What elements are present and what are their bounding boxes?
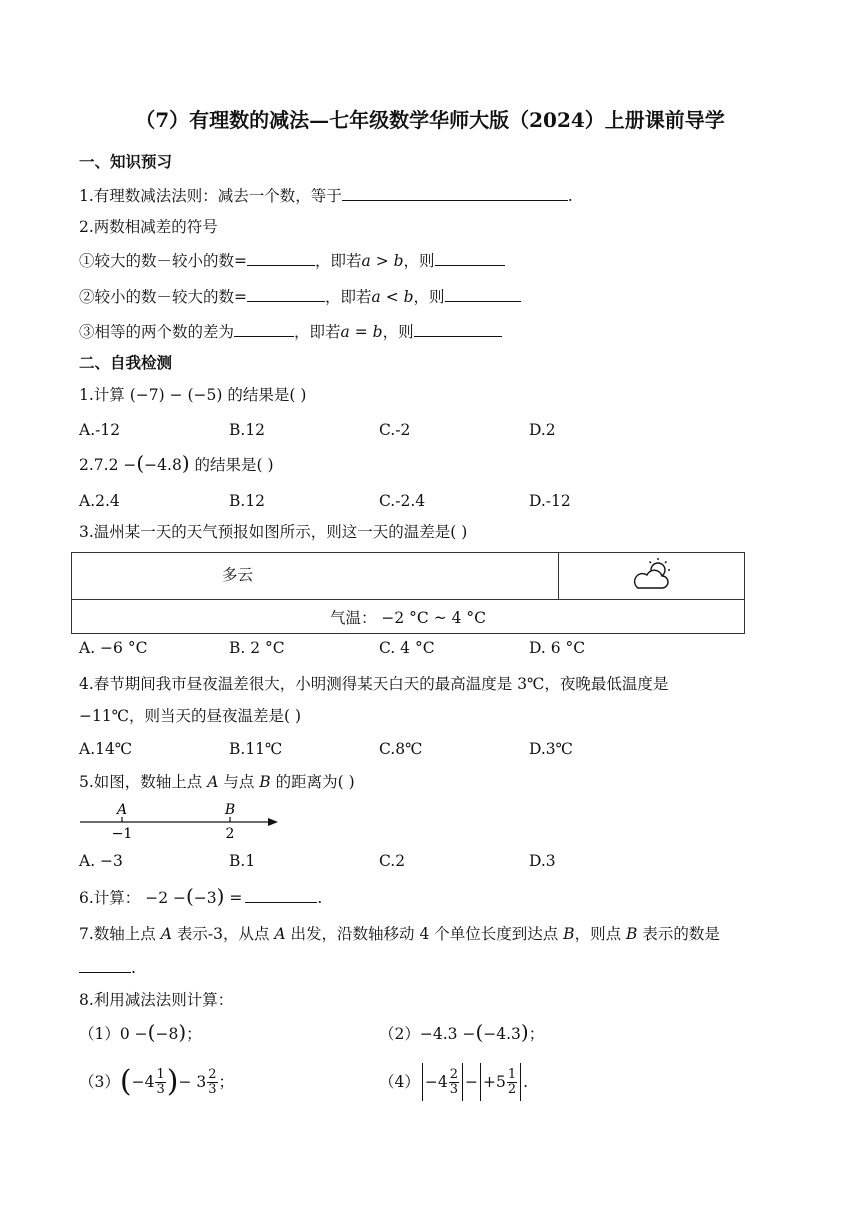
var-b: b [393, 252, 404, 270]
period: . [131, 959, 136, 977]
answer-blank[interactable] [414, 321, 502, 337]
problem-5-text [79, 772, 355, 792]
weather-icon-cell [559, 553, 745, 600]
point-a-var: A [160, 925, 172, 943]
section-heading-selftest: 二、自我检测 [79, 353, 173, 372]
problem-3-text: 3.温州某一天的天气预报如图所示，则这一天的温差是( ) [79, 523, 468, 541]
point-label-a: A [116, 802, 128, 818]
option-a[interactable]: A. −6 °C [79, 639, 148, 657]
denominator: 3 [156, 1081, 165, 1097]
paren-open: ( [185, 884, 194, 908]
sign-line-text: ，即若 [325, 288, 372, 306]
question-1-rule [79, 185, 573, 206]
text-part: 与点 [218, 773, 260, 791]
problem-4-text-line2: −11℃，则当天的昼夜温差是( ) [79, 707, 302, 725]
subproblem-2 [379, 1022, 544, 1044]
sign-line-3 [79, 321, 502, 342]
denominator: 3 [208, 1081, 217, 1097]
point-b-var: B [626, 925, 638, 943]
option-b[interactable]: B.1 [229, 852, 256, 870]
weather-table [71, 552, 745, 634]
point-label-b: B [224, 802, 236, 818]
sign-line-text: ，则 [403, 252, 435, 270]
sign-line-text: ①较大的数－较小的数= [79, 252, 247, 270]
point-a-var: A [274, 925, 286, 943]
expr-mid: − 3 [178, 1073, 207, 1091]
sign-line-2 [79, 286, 521, 307]
tick-label-a: −1 [111, 826, 133, 842]
section-heading-preview: 一、知识预习 [79, 152, 173, 171]
expr-inner: −3 [193, 889, 217, 907]
abs-bar-open [422, 1063, 423, 1101]
option-d[interactable]: D.3 [529, 852, 556, 870]
text-part: ，则点 [574, 925, 626, 943]
option-d[interactable]: D.3℃ [529, 740, 574, 758]
text-part: 表示的数是 [637, 925, 720, 943]
operator: > [370, 252, 394, 270]
mixed-whole: +5 [483, 1073, 506, 1091]
option-a[interactable]: A.-12 [79, 421, 121, 439]
paren-open: ( [119, 1064, 132, 1099]
expr-post: . [523, 1073, 529, 1091]
point-b-var: B [563, 925, 575, 943]
option-d[interactable]: D.2 [529, 421, 556, 439]
denominator: 3 [449, 1081, 459, 1097]
expr-pre: 0 − [119, 1025, 148, 1043]
expr-post: 的结果是( ) [189, 456, 274, 474]
fraction [449, 1068, 459, 1097]
answer-blank[interactable] [247, 250, 315, 266]
text-part: 表示-3，从点 [171, 925, 275, 943]
point-a-var: A [207, 773, 219, 791]
option-a[interactable]: A.14℃ [79, 740, 133, 758]
paren-open: ( [475, 1020, 484, 1044]
sub-label: （1） [79, 1025, 120, 1043]
fraction [155, 1068, 165, 1097]
sub-label: （4） [379, 1073, 420, 1091]
text-part: 的距离为( ) [270, 773, 355, 791]
option-c[interactable]: C.-2.4 [379, 492, 426, 510]
answer-blank[interactable] [234, 321, 294, 337]
expr-mid: − [465, 1073, 479, 1091]
problem-6-text [79, 886, 322, 908]
fraction [207, 1068, 217, 1097]
expr-post: ； [186, 1025, 202, 1043]
paren-close: ) [216, 884, 225, 908]
paren-close: ) [178, 1020, 187, 1044]
fraction [507, 1068, 517, 1097]
answer-blank[interactable] [79, 957, 131, 973]
option-a[interactable]: A. −3 [79, 852, 123, 870]
numerator: 1 [156, 1066, 165, 1082]
sub-label: （2） [379, 1025, 420, 1043]
problem-4-text-line1: 4.春节期间我市昼夜温差很大，小明测得某天白天的最高温度是 3℃，夜晚最低温度是 [79, 675, 669, 693]
answer-blank[interactable] [445, 286, 521, 302]
question-2-sign: 2.两数相减差的符号 [79, 218, 218, 236]
sub-label: （3） [79, 1073, 120, 1091]
sign-line-1 [79, 250, 505, 271]
expr-inner: −4.3 [483, 1025, 521, 1043]
period: . [567, 187, 573, 205]
problem-2-text [79, 453, 274, 475]
var-b: b [403, 288, 414, 306]
var-a: a [361, 252, 371, 270]
expr-pre: −4.3 − [419, 1025, 476, 1043]
subproblem-1 [79, 1022, 202, 1044]
sign-line-text: ③相等的两个数的差为 [79, 323, 235, 341]
option-b[interactable]: B.12 [229, 421, 266, 439]
abs-bar-open [480, 1063, 481, 1101]
text-part: 出发，沿数轴移动 4 个单位长度到达点 [285, 925, 564, 943]
expr-pre: 2.7.2 − [79, 456, 137, 474]
text-part: 5.如图，数轴上点 [79, 773, 208, 791]
sign-line-text: ，则 [413, 288, 445, 306]
expr-post: ； [218, 1073, 235, 1091]
answer-blank[interactable] [247, 286, 325, 302]
numerator: 2 [208, 1066, 217, 1082]
option-d[interactable]: D. 6 °C [529, 639, 586, 657]
paren-open: ( [147, 1020, 156, 1044]
option-b[interactable]: B. 2 °C [229, 639, 285, 657]
abs-bar-close [520, 1063, 521, 1101]
problem-8-text: 8.利用减法法则计算： [79, 991, 234, 1009]
paren-close: ) [520, 1020, 529, 1044]
paren-close: ) [166, 1064, 179, 1099]
weather-label: 多云 [72, 553, 559, 600]
expr-post: = [224, 889, 243, 907]
axis-arrow [268, 818, 278, 826]
number-line [76, 800, 286, 842]
sign-line-text: ②较小的数－较大的数= [79, 288, 247, 306]
denominator: 2 [507, 1081, 517, 1097]
operator: < [380, 288, 404, 306]
problem-7-text [79, 924, 720, 944]
option-d[interactable]: D.-12 [529, 492, 571, 510]
expr-inner: −4.8 [144, 456, 182, 474]
temperature-range: 气温： −2 °C ~ 4 °C [72, 600, 745, 634]
option-c[interactable]: C.-2 [379, 421, 411, 439]
answer-blank[interactable] [342, 185, 568, 201]
numerator: 2 [449, 1066, 459, 1082]
option-c[interactable]: C. 4 °C [379, 639, 435, 657]
paren-close: ) [181, 451, 190, 475]
sign-line-text: ，则 [382, 323, 414, 341]
expr-inner: −8 [155, 1025, 179, 1043]
option-c[interactable]: C.8℃ [379, 740, 423, 758]
tick-label-b: 2 [225, 826, 235, 842]
expr-pre: 6.计算： −2 − [79, 889, 186, 907]
sign-line-text: ，即若 [315, 252, 362, 270]
option-b[interactable]: B.11℃ [229, 740, 283, 758]
partly-cloudy-icon [630, 556, 674, 592]
operator: = [349, 323, 373, 341]
numerator: 1 [507, 1066, 517, 1082]
option-c[interactable]: C.2 [379, 852, 406, 870]
point-b-var: B [259, 773, 271, 791]
paren-open: ( [136, 451, 145, 475]
period: . [317, 889, 323, 907]
option-a[interactable]: A.2.4 [79, 492, 120, 510]
page-title: （7）有理数的减法—七年级数学华师大版（2024）上册课前导学 [135, 108, 725, 132]
subproblem-4 [379, 1060, 528, 1104]
answer-blank[interactable] [435, 250, 505, 266]
text-part: 7.数轴上点 [79, 925, 161, 943]
var-b: b [372, 323, 383, 341]
abs-bar-close [462, 1063, 463, 1101]
var-a: a [371, 288, 381, 306]
problem-1-text: 1.计算 (−7) − (−5) 的结果是( ) [79, 386, 307, 404]
mixed-whole: −4 [424, 1073, 448, 1091]
problem-7-answer-line [79, 957, 136, 978]
answer-blank[interactable] [245, 887, 317, 903]
mixed-whole: −4 [131, 1073, 155, 1091]
subproblem-3 [79, 1060, 234, 1104]
sign-line-text: ，即若 [294, 323, 341, 341]
question-text: 1.有理数减法法则：减去一个数，等于 [79, 187, 342, 205]
var-a: a [340, 323, 350, 341]
expr-post: ； [528, 1025, 545, 1043]
option-b[interactable]: B.12 [229, 492, 266, 510]
